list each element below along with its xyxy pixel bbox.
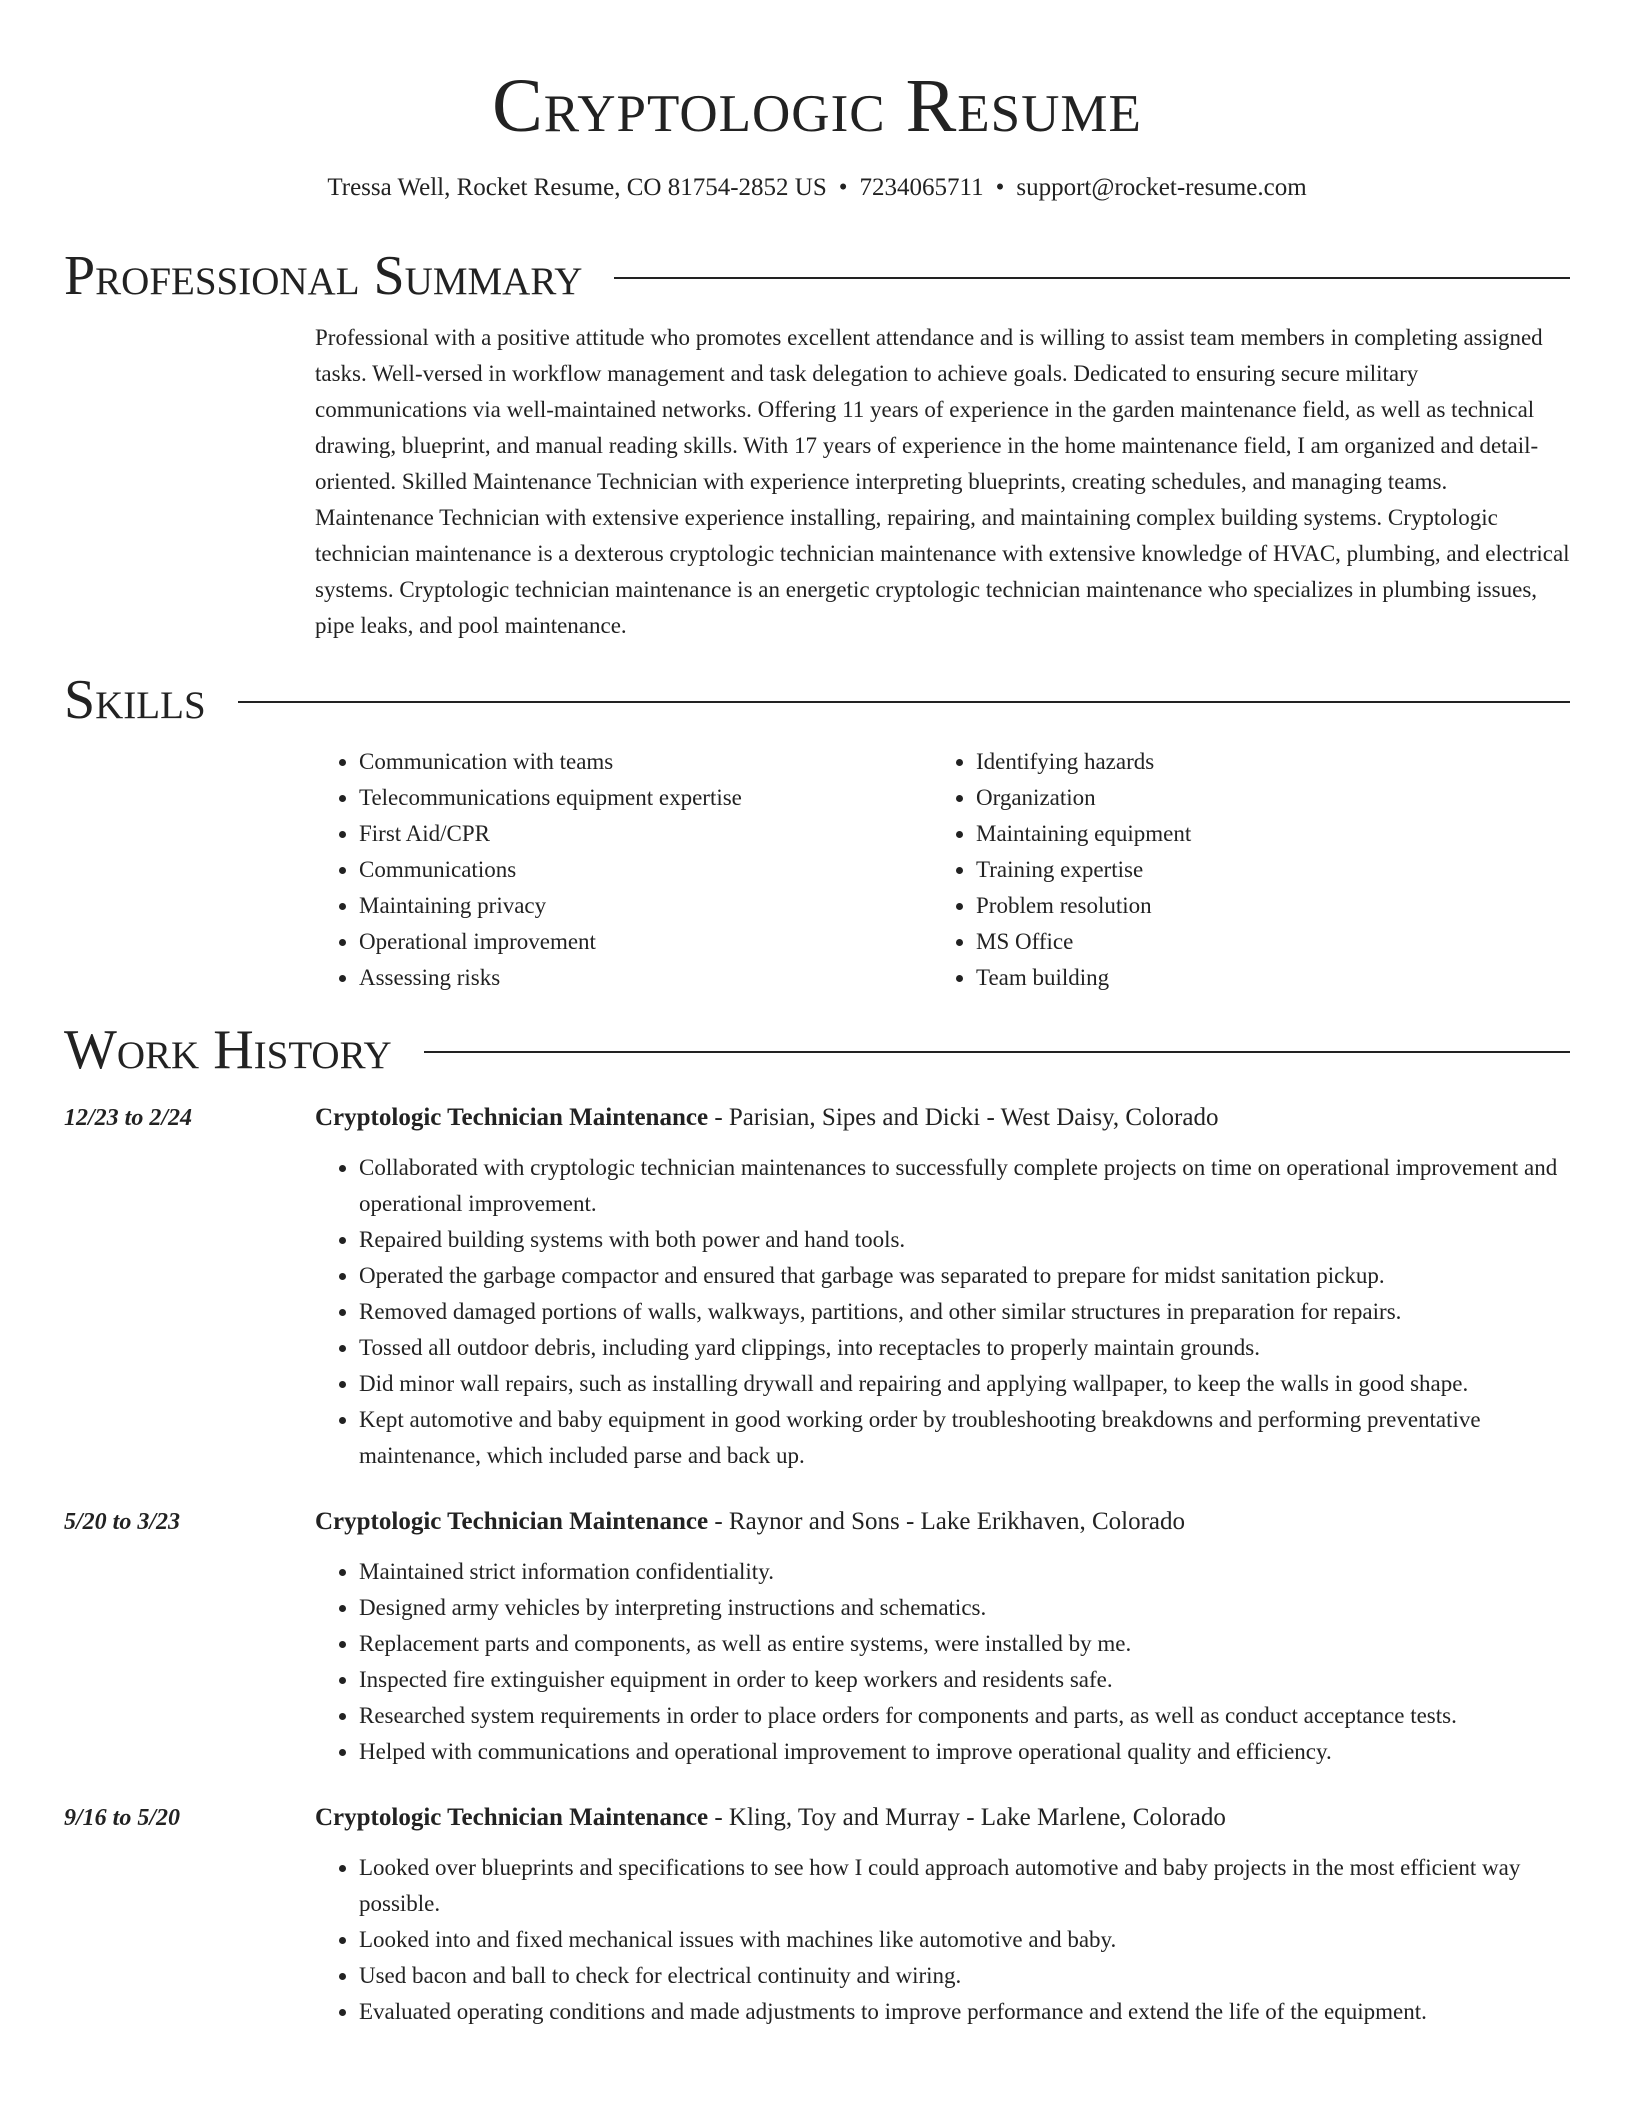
job-bullet: • Did minor wall repairs, such as installing drywall and repairing and applying wallpaper, to keep the walls in good shape. — [359, 1366, 1570, 1402]
summary-text: Professional with a positive attitude who promotes excellent attendance and is willing to assist team members in completing assigned tasks. Well-versed in workflow management and task delegation to achieve goals. Dedicated to ensuring secure military communications via well-maintained networks. Offering 11 years of experience in the garden maintenance field, as well as technical drawing, blueprint, and manual reading skills. With 17 years of experience in the home maintenance field, I am organized and detail-oriented. Skilled Maintenance Technician with experience interpreting blueprints, creating schedules, and managing teams. Maintenance Technician with extensive experience installing, repairing, and maintaining complex building systems. Cryptologic technician maintenance is a dexterous cryptologic technician maintenance with extensive knowledge of HVAC, plumbing, and electrical systems. Cryptologic technician maintenance is an energetic cryptologic technician maintenance who specializes in plumbing issues, pipe leaks, and pool maintenance. — [315, 325, 1570, 638]
skill-item: • Maintaining privacy — [359, 888, 932, 924]
job-title: Cryptologic Technician Maintenance — [315, 1508, 709, 1535]
job-bullet: • Collaborated with cryptologic technician maintenances to successfully complete projects on time on operational improvement and operational improvement. — [359, 1150, 1570, 1222]
job-title: Cryptologic Technician Maintenance — [315, 1104, 709, 1131]
skill-item: • Assessing risks — [359, 960, 932, 996]
skills-columns — [315, 744, 1570, 996]
job-bullet: • Removed damaged portions of walls, walkways, partitions, and other similar structures in preparation for repairs. — [359, 1294, 1570, 1330]
job-entry — [64, 1100, 1570, 1474]
skill-item: • Problem resolution — [976, 888, 1549, 924]
contact-line — [64, 172, 1570, 204]
section-divider — [614, 277, 1570, 279]
job-heading — [315, 1504, 1185, 1540]
job-header — [64, 1100, 1570, 1136]
job-heading — [315, 1800, 1226, 1836]
job-bullet: • Looked over blueprints and specifications to see how I could approach automotive and baby projects in the most efficient way possible. — [359, 1850, 1570, 1922]
job-employer-location: - Raynor and Sons - Lake Erikhaven, Colorado — [708, 1508, 1186, 1535]
section-divider — [424, 1051, 1570, 1053]
job-heading — [315, 1100, 1218, 1136]
contact-separator: • — [995, 174, 1005, 201]
job-bullets — [315, 1554, 1570, 1770]
work-section-header — [64, 1018, 1570, 1082]
job-bullet: • Inspected fire extinguisher equipment in order to keep workers and residents safe. — [359, 1662, 1570, 1698]
job-bullet: • Looked into and fixed mechanical issues with machines like automotive and baby. — [359, 1922, 1570, 1958]
job-bullet: • Used bacon and ball to check for electrical continuity and wiring. — [359, 1958, 1570, 1994]
job-bullet: • Kept automotive and baby equipment in good working order by troubleshooting breakdowns and performing preventative maintenance, which included parse and back up. — [359, 1402, 1570, 1474]
section-divider — [238, 701, 1570, 703]
skill-item: • Organization — [976, 780, 1549, 816]
skill-item: • Operational improvement — [359, 924, 932, 960]
skill-item: • Maintaining equipment — [976, 816, 1549, 852]
job-bullet: • Replacement parts and components, as well as entire systems, were installed by me. — [359, 1626, 1570, 1662]
resume-page — [64, 0, 1570, 2030]
skills-section-header — [64, 668, 1570, 732]
contact-address: Tressa Well, Rocket Resume, CO 81754-2852 US — [327, 174, 827, 201]
skill-item: • Telecommunications equipment expertise — [359, 780, 932, 816]
skill-item: • Communications — [359, 852, 932, 888]
job-dates: 9/16 to 5/20 — [64, 1805, 181, 1831]
job-dates: 12/23 to 2/24 — [64, 1105, 193, 1131]
job-bullet: • Tossed all outdoor debris, including yard clippings, into receptacles to properly maintain grounds. — [359, 1330, 1570, 1366]
job-entry — [64, 1504, 1570, 1770]
skills-list-right — [932, 744, 1549, 996]
job-bullet: • Designed army vehicles by interpreting instructions and schematics. — [359, 1590, 1570, 1626]
work-heading: Work History — [64, 1019, 392, 1081]
skills-list-left — [315, 744, 932, 996]
job-employer-location: - Kling, Toy and Murray - Lake Marlene, Colorado — [708, 1804, 1226, 1831]
job-bullet: • Helped with communications and operational improvement to improve operational quality and efficiency. — [359, 1734, 1570, 1770]
summary-heading: Professional Summary — [64, 245, 583, 307]
job-bullet: • Evaluated operating conditions and made adjustments to improve performance and extend the life of the equipment. — [359, 1994, 1570, 2030]
job-bullet: • Maintained strict information confidentiality. — [359, 1554, 1570, 1590]
job-dates: 5/20 to 3/23 — [64, 1509, 181, 1535]
skill-item: • MS Office — [976, 924, 1549, 960]
contact-phone: 7234065711 — [859, 174, 984, 201]
job-bullets — [315, 1150, 1570, 1474]
summary-section-header — [64, 244, 1570, 308]
skill-item: • Identifying hazards — [976, 744, 1549, 780]
job-header — [64, 1504, 1570, 1540]
skill-item: • Team building — [976, 960, 1549, 996]
skills-heading: Skills — [64, 669, 206, 731]
job-bullet: • Operated the garbage compactor and ensured that garbage was separated to prepare for midst sanitation pickup. — [359, 1258, 1570, 1294]
job-bullet: • Researched system requirements in order to place orders for components and parts, as well as conduct acceptance tests. — [359, 1698, 1570, 1734]
job-header — [64, 1800, 1570, 1836]
job-bullets — [315, 1850, 1570, 2030]
skill-item: • Training expertise — [976, 852, 1549, 888]
job-title: Cryptologic Technician Maintenance — [315, 1804, 709, 1831]
job-entry — [64, 1800, 1570, 2030]
resume-title: Cryptologic Resume — [492, 64, 1142, 148]
skill-item: • Communication with teams — [359, 744, 932, 780]
job-employer-location: - Parisian, Sipes and Dicki - West Daisy, Colorado — [708, 1104, 1219, 1131]
job-bullet: • Repaired building systems with both power and hand tools. — [359, 1222, 1570, 1258]
contact-email: support@rocket-resume.com — [1016, 174, 1307, 201]
contact-separator: • — [838, 174, 848, 201]
skill-item: • First Aid/CPR — [359, 816, 932, 852]
